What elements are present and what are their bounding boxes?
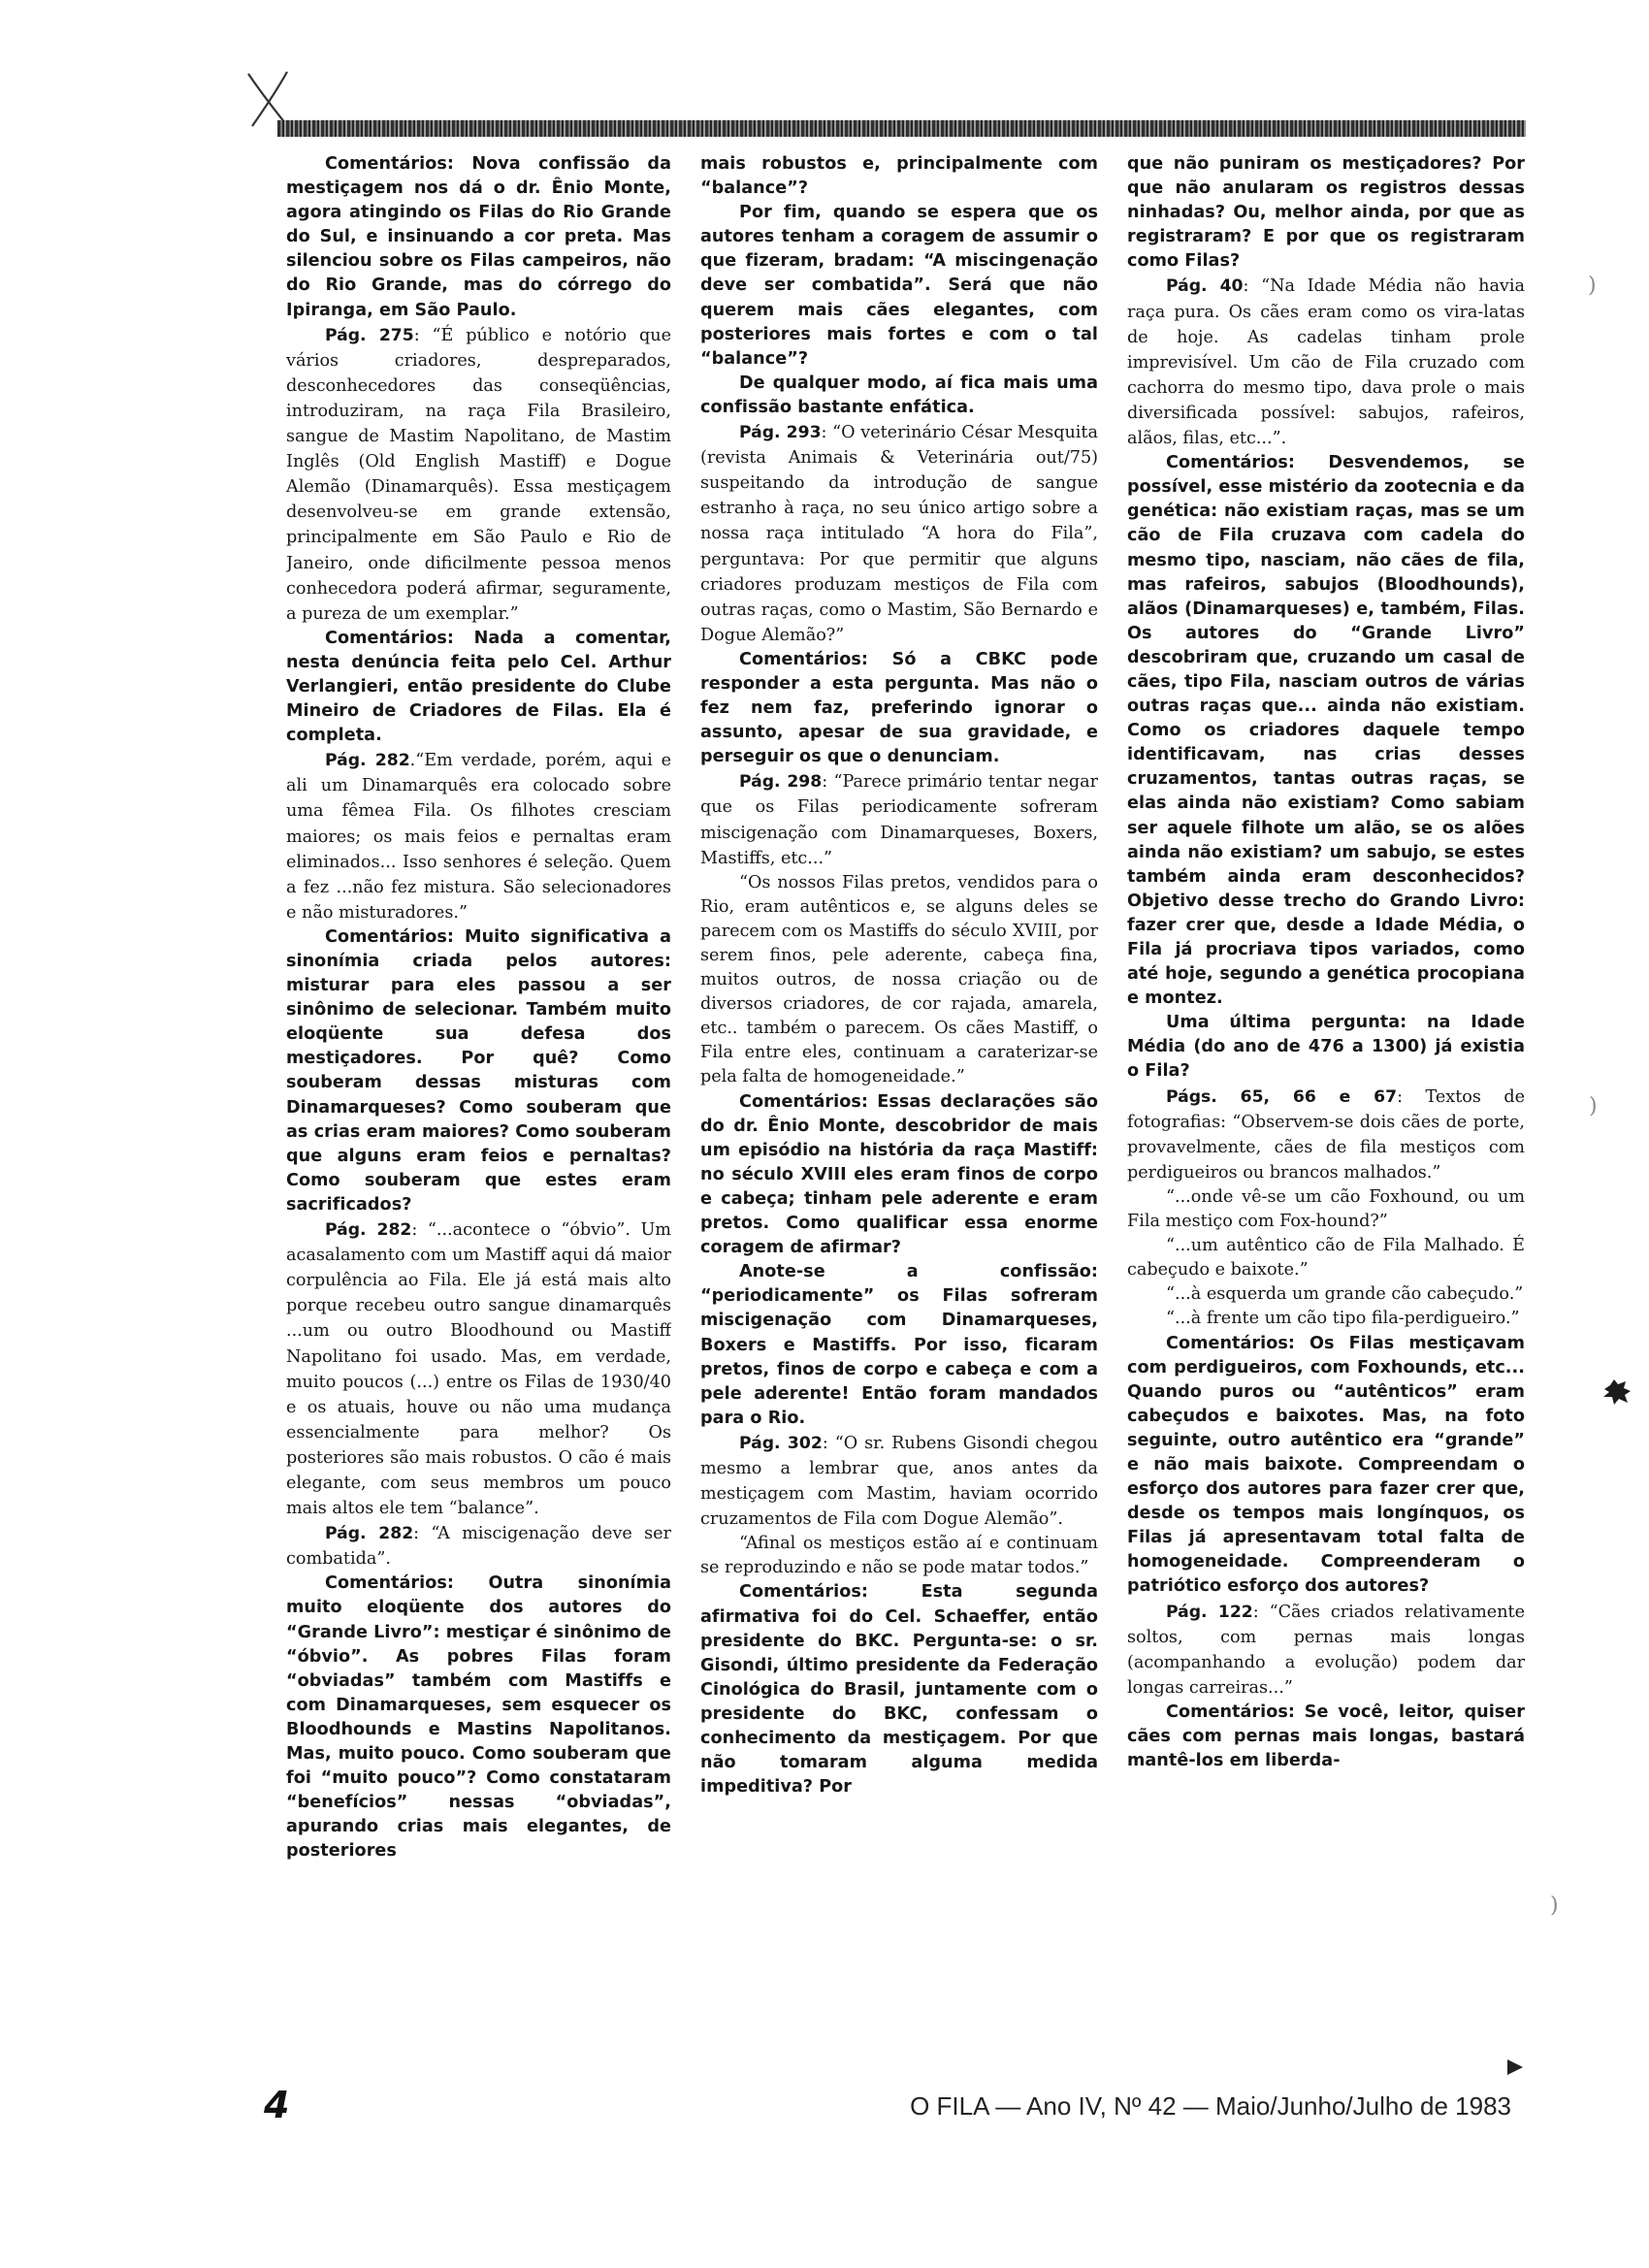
quote-paragraph: “...onde vê-se um cão Foxhound, ou um Fila mestiço com Fox-hound?” — [1127, 1186, 1525, 1232]
commentary-paragraph: Uma última pergunta: na Idade Média (do ano de 476 a 1300) já existia o Fila? — [1127, 1013, 1525, 1082]
reference-text: .“Em verdade, porém, aqui e ali um Dinamarquês era colocado sobre uma fêmea Fila. Os filhotes cresciam maiores; os mais feios e pernaltas eram eliminados... Isso senhores é seleção. Quem a fez ...não fez mistura. São selecionadores e não misturadores.” — [286, 751, 671, 923]
commentary-paragraph: Comentários: Desvendemos, se possível, esse mistério da zootecnia e da genética: não existiam raças, mas se um cão de Fila cruzava com cadela do mesmo tipo, nasciam, não cães de fila, mas rafeiros, sabujos (Bloodhounds), alãos (Dinamarqueses) e, também, Filas. Os autores do “Grande Livro” descobriram que, cruzando um casal de cães, tipo Fila, nasciam outros de várias outras raças que... ainda não existiam. Como os criadores daquele tempo identificavam, nas crias desses cruzamentos, tantas outras raças, se elas ainda não existiam? Como sabiam ser aquele filhote um alão, se os alões ainda não existiam? um sabujo, se estes também ainda eram desconhecidos? Objetivo desse trecho do Grando Livro: fazer crer que, desde a Idade Média, o Fila já procriava tipos variados, como até hoje, segundo a genética procopiana e montez. — [1127, 453, 1525, 1009]
reference-text: : “O veterinário César Mesquita (revista Animais & Veterinária out/75) suspeitando da introdução de sangue estranho à raça, no seu único artigo sobre a nossa raça intitulado “A hora do Fila”, perguntava: Por que permitir que alguns criadores produzam mestiços de Fila com outras raças, como o Mastim, São Bernardo e Dogue Alemão?” — [700, 423, 1098, 645]
quoted-reference-paragraph — [1127, 1085, 1525, 1185]
margin-mark: ) — [1588, 274, 1597, 298]
quote-paragraph: “...um autêntico cão de Fila Malhado. É cabeçudo e baixote.” — [1127, 1236, 1525, 1280]
reference-text: : “A miscigenação deve ser combatida”. — [286, 1524, 671, 1570]
header-rule — [277, 120, 1526, 137]
margin-mark: ) — [1589, 1094, 1598, 1118]
quote-paragraph: “Os nossos Filas pretos, vendidos para o Rio, eram autênticos e, se alguns deles se parecem com os Mastiffs do século XVIII, por serem finos, pele aderente, cabeça fina, muitos outros, de nossa criação ou de diversos criadores, de cor rajada, amarela, etc.. também o parecem. Os cães Mastiff, o Fila entre eles, continuam a caraterizar-se pela falta de homogeneidade.” — [700, 872, 1098, 1087]
commentary-paragraph: De qualquer modo, aí fica mais uma confissão bastante enfática. — [700, 373, 1098, 417]
page-reference: Pág. 282 — [325, 1220, 412, 1241]
commentary-paragraph: Comentários: Os Filas mestiçavam com perdigueiros, com Foxhounds, etc... Quando puros ou “autênticos” eram cabeçudos e baixotes. Mas, na foto seguinte, outro autêntico era “grande” e não mais baixote. Compreendam o esforço dos autores para fazer crer que, desde os tempos mais longínquos, os Filas já apresentavam total falta de homogeneidade. Compreenderam o patriótico esforço dos autores? — [1127, 1333, 1525, 1597]
commentary-paragraph: Comentários: Essas declarações são do dr. Ênio Monte, descobridor de mais um episódio na história da raça Mastiff: no século XVIII eles eram finos de corpo e cabeça; tinham pele aderente e eram pretos. Como qualificar essa enorme coragem de afirmar? — [700, 1091, 1098, 1258]
column-1 — [286, 152, 671, 2083]
quoted-reference-paragraph — [286, 1217, 671, 1521]
reference-text: : “...acontece o “óbvio”. Um acasalamento com um Mastiff aqui dá maior corpulência ao Fila. Ele já está mais alto porque recebeu outro sangue dinamarquês ...um ou outro Bloodhound ou Mastiff Napolitano foi usado. Mas, em verdade, muito poucos (...) entre os Filas de 1930/40 e os atuais, houve ou não uma mudança essencialmente para melhor? Os posteriores são mais robustos. O cão é mais elegante, com seus membros um pouco mais altos ele tem “balance”. — [286, 1220, 671, 1519]
commentary-paragraph: Comentários: Se você, leitor, quiser cães com pernas mais longas, bastará mantê-los em liberda- — [1127, 1701, 1525, 1771]
commentary-paragraph: Comentários: Outra sinonímia muito eloqüente dos autores do “Grande Livro”: mestiçar é sinônimo de “óbvio”. As pobres Filas foram “obviadas” também com Mastiffs e com Dinamarqueses, sem esquecer os Bloodhounds e Mastins Napolitanos. Mas, muito pouco. Como souberam que foi “muito pouco”? Como constataram “benefícios” nessas “obviadas”, apurando crias mais elegantes, de posteriores — [286, 1573, 671, 1862]
page-reference: Págs. 65, 66 e 67 — [1166, 1086, 1398, 1107]
quoted-reference-paragraph — [1127, 274, 1525, 451]
quoted-reference-paragraph — [286, 1521, 671, 1571]
page-number: 4 — [264, 2084, 290, 2126]
quote-paragraph: “Afinal os mestiços estão aí e continuam se reproduzindo e não se pode matar todos.” — [700, 1534, 1098, 1578]
ink-smudge-icon — [1600, 1376, 1633, 1409]
commentary-paragraph: Comentários: Esta segunda afirmativa foi do Cel. Schaeffer, então presidente do BKC. Pergunta-se: o sr. Gisondi, último presidente da Federação Cinológica do Brasil, juntamente com o presidente do BKC, confessam o conhecimento da mestiçagem. Por que não tomaram alguma medida impeditiva? Por — [700, 1582, 1098, 1798]
quoted-reference-paragraph — [286, 748, 671, 925]
commentary-paragraph: Comentários: Só a CBKC pode responder a esta pergunta. Mas não o fez nem faz, preferindo ignorar o assunto, apesar de sua gravidade, e perseguir os que o denunciam. — [700, 649, 1098, 767]
quoted-reference-paragraph — [286, 323, 671, 627]
page-reference: Pág. 298 — [739, 772, 823, 793]
reference-text: : “Cães criados relativamente soltos, com pernas mais longas (acompanhando a evolução) podem dar longas carreiras...” — [1127, 1602, 1525, 1698]
commentary-paragraph: que não puniram os mestiçadores? Por que não anularam os registros dessas ninhadas? Ou, melhor ainda, por que as registraram? E por que os registraram como Filas? — [1127, 154, 1525, 272]
page-reference: Pág. 282 — [325, 751, 410, 771]
commentary-paragraph: Comentários: Nada a comentar, nesta denúncia feita pelo Cel. Arthur Verlangieri, então presidente do Clube Mineiro de Criadores de Filas. Ela é completa. — [286, 628, 671, 746]
quoted-reference-paragraph — [700, 769, 1098, 870]
commentary-paragraph: Comentários: Nova confissão da mestiçagem nos dá o dr. Ênio Monte, agora atingindo os Filas do Rio Grande do Sul, e insinuando a cor preta. Mas silenciou sobre os Filas campeiros, não do Rio Grande, mas do córrego do Ipiranga, em São Paulo. — [286, 154, 671, 320]
margin-mark: ) — [1550, 1894, 1559, 1918]
page-reference: Pág. 282 — [325, 1524, 414, 1544]
reference-text: : “É público e notório que vários criadores, despreparados, desconhecedores das conseqüências, introduziram, na raça Fila Brasileiro, sangue de Mastim Napolitano, de Mastim Inglês (Old English Mastiff) e Dogue Alemão (Dinamarquês). Essa mestiçagem desenvolveu-se em grande extensão, principalmente em São Paulo e Rio de Janeiro, onde dificilmente pessoa menos conhecedora poderá afirmar, seguramente, a pureza de um exemplar.” — [286, 325, 671, 624]
column-2 — [700, 152, 1098, 2083]
footer-issue-line: O FILA — Ano IV, Nº 42 — Maio/Junho/Julho de 1983 — [910, 2091, 1511, 2121]
commentary-paragraph: mais robustos e, principalmente com “balance”? — [700, 154, 1098, 199]
page-reference: Pág. 40 — [1166, 276, 1244, 297]
quote-paragraph: “...à esquerda um grande cão cabeçudo.” — [1166, 1284, 1524, 1305]
commentary-paragraph: Por fim, quando se espera que os autores tenham a coragem de assumir o que fizeram, bradam: “A miscingenação deve ser combatida”. Será que não querem mais cães elegantes, com posteriores mais fortes e com o tal “balance”? — [700, 203, 1098, 369]
continue-arrow-icon — [1505, 2057, 1525, 2077]
reference-text: : “Parece primário tentar negar que os Filas periodicamente sofreram miscigenação com Dinamarqueses, Boxers, Mastiffs, etc...” — [700, 772, 1098, 868]
quoted-reference-paragraph — [700, 420, 1098, 648]
quoted-reference-paragraph — [1127, 1600, 1525, 1701]
commentary-paragraph: Comentários: Muito significativa a sinonímia criada pelos autores: misturar para eles passou a ser sinônimo de selecionar. Também muito eloqüente sua defesa dos mestiçadores. Por quê? Como souberam dessas misturas com Dinamarqueses? Como souberam que as crias eram maiores? Como souberam que alguns eram feios e pernaltas? Como souberam que estes eram sacrificados? — [286, 926, 671, 1215]
quote-paragraph: “...à frente um cão tipo fila-perdigueiro.” — [1166, 1309, 1520, 1329]
page-reference: Pág. 293 — [739, 423, 822, 443]
reference-text: : “Na Idade Média não havia raça pura. Os cães eram como os vira-latas de hoje. As cadelas tinham prole imprevisível. Um cão de Fila cruzado com cachorra do mesmo tipo, dava prole o mais diversificada possível: sabujos, rafeiros, alãos, filas, etc...”. — [1127, 276, 1525, 449]
page-reference: Pág. 275 — [325, 325, 414, 345]
quoted-reference-paragraph — [700, 1431, 1098, 1532]
commentary-paragraph: Anote-se a confissão: “periodicamente” os Filas sofreram miscigenação com Dinamarqueses, Boxers e Mastiffs. Por isso, ficaram pretos, finos de corpo e cabeça e com a pele aderente! Então foram mandados para o Rio. — [700, 1262, 1098, 1428]
page-reference: Pág. 122 — [1166, 1602, 1253, 1622]
reference-text: : “O sr. Rubens Gisondi chegou mesmo a lembrar que, anos antes da mestiçagem com Mastim, haviam ocorrido cruzamentos de Fila com Dogue Alemão”. — [700, 1433, 1098, 1530]
column-3 — [1127, 152, 1525, 2083]
page-reference: Pág. 302 — [739, 1433, 823, 1453]
reference-text: : Textos de fotografias: “Observem-se dois cães de porte, provavelmente, cães de fila mestiços com perdigueiros ou brancos malhados.” — [1127, 1086, 1525, 1183]
